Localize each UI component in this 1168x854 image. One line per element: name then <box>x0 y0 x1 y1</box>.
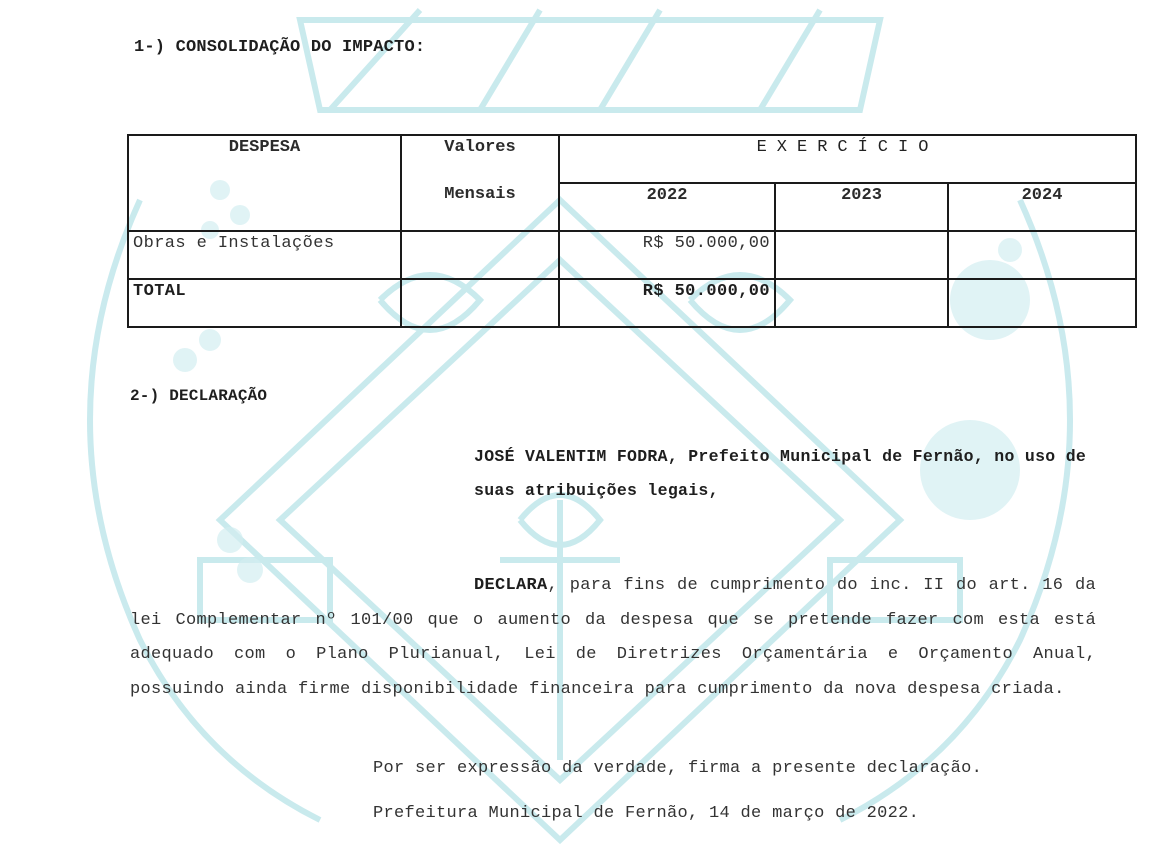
total-value-2024 <box>948 279 1136 327</box>
row-value-2022: R$ 50.000,00 <box>559 231 775 279</box>
row-value-2024 <box>948 231 1136 279</box>
row-label: Obras e Instalações <box>128 231 401 279</box>
header-exercicio: EXERCÍCIO <box>559 135 1136 183</box>
total-value-2022: R$ 50.000,00 <box>559 279 775 327</box>
impact-table <box>127 134 1137 328</box>
total-valores-mensais <box>401 279 559 327</box>
header-year-2022: 2022 <box>559 183 775 231</box>
header-year-2024: 2024 <box>948 183 1136 231</box>
closing-statement: Por ser expressão da verdade, firma a presente declaração. <box>373 759 983 778</box>
row-valores-mensais <box>401 231 559 279</box>
header-year-2023: 2023 <box>775 183 948 231</box>
header-despesa: DESPESA <box>128 135 401 231</box>
table-row <box>128 231 1136 279</box>
section-2-title: 2-) DECLARAÇÃO <box>130 387 268 405</box>
section-1-title: 1-) CONSOLIDAÇÃO DO IMPACTO: <box>134 38 426 57</box>
total-value-2023 <box>775 279 948 327</box>
table-header-row-1 <box>128 135 1136 183</box>
declaration-text: , para fins de cumprimento do inc. II do art. 16 da lei Complementar nº 101/00 que o aumento da despesa que se pretende fazer com esta está adequado com o Plano Plurianual, Lei de Diretrizes Orçamentária e Orçamento Anual, possuindo ainda firme disponibilidade financeira para cumprimento da nova despesa criada. <box>130 576 1096 699</box>
total-label: TOTAL <box>128 279 401 327</box>
declaration-body <box>130 569 1096 707</box>
declaration-intro: JOSÉ VALENTIM FODRA, Prefeito Municipal de Fernão, no uso de suas atribuições legais, <box>474 447 1087 500</box>
place-and-date: Prefeitura Municipal de Fernão, 14 de março de 2022. <box>373 804 920 823</box>
row-value-2023 <box>775 231 948 279</box>
table-total-row <box>128 279 1136 327</box>
declaration-verb: DECLARA <box>474 576 548 595</box>
header-valores-line2: Mensais <box>401 183 559 231</box>
header-valores-line1: Valores <box>401 135 559 183</box>
